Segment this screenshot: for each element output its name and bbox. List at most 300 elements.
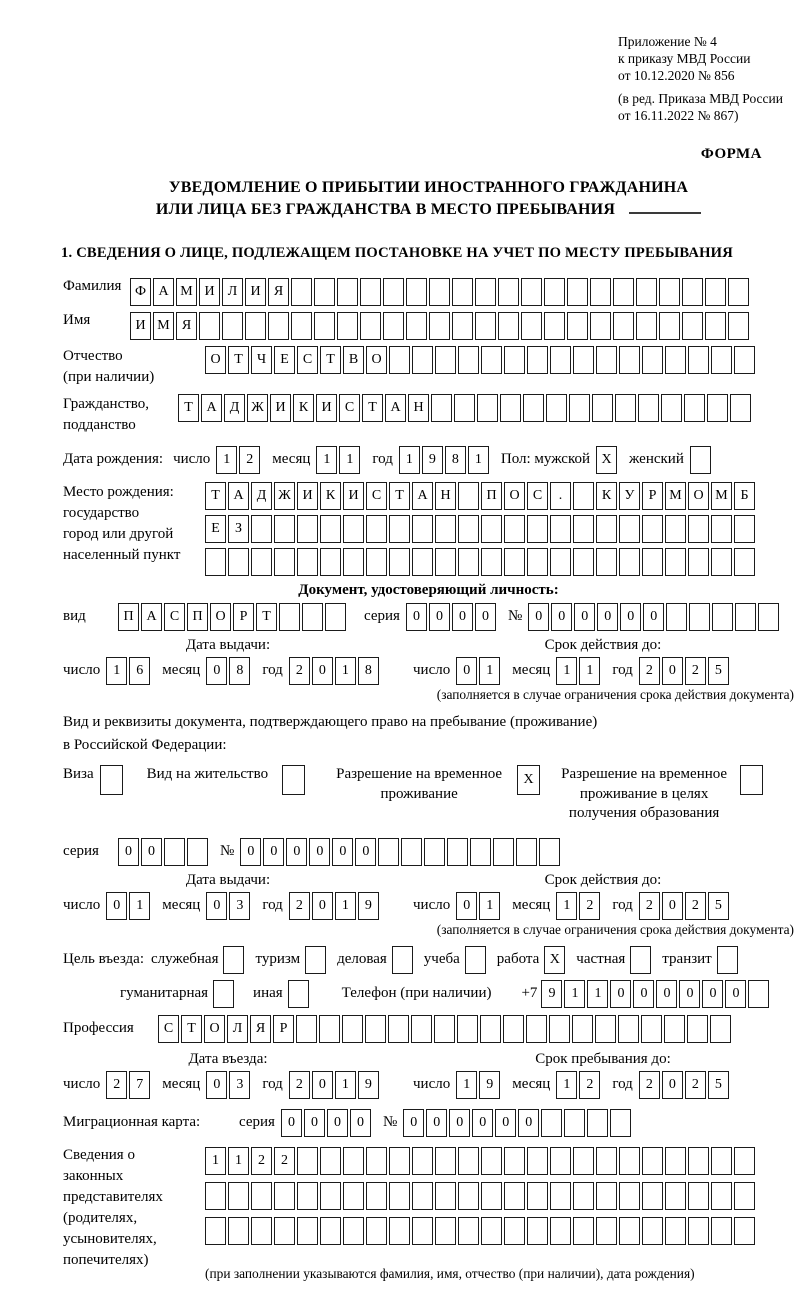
char-box[interactable]: 0 [429, 603, 450, 631]
char-box[interactable]: 2 [579, 892, 600, 920]
char-box[interactable]: 0 [327, 1109, 348, 1137]
char-box[interactable]: Р [642, 482, 663, 510]
char-box[interactable] [684, 394, 705, 422]
char-box[interactable] [665, 346, 686, 374]
char-box[interactable] [223, 946, 244, 974]
char-box[interactable] [717, 946, 738, 974]
purpose-study-checkbox[interactable] [465, 946, 488, 974]
char-box[interactable]: X [596, 446, 617, 474]
char-box[interactable] [274, 515, 295, 543]
char-box[interactable]: П [187, 603, 208, 631]
char-box[interactable] [526, 1015, 547, 1043]
char-box[interactable] [268, 312, 289, 340]
char-box[interactable]: И [316, 394, 337, 422]
char-box[interactable] [572, 1015, 593, 1043]
char-box[interactable] [590, 312, 611, 340]
char-box[interactable]: 0 [551, 603, 572, 631]
char-box[interactable]: Б [734, 482, 755, 510]
char-box[interactable] [544, 312, 565, 340]
char-box[interactable] [573, 548, 594, 576]
char-box[interactable] [470, 838, 491, 866]
char-box[interactable]: 0 [574, 603, 595, 631]
char-box[interactable] [481, 1217, 502, 1245]
char-box[interactable]: 1 [335, 892, 356, 920]
char-box[interactable] [274, 1182, 295, 1210]
char-box[interactable] [228, 1182, 249, 1210]
char-box[interactable]: 0 [610, 980, 631, 1008]
char-box[interactable]: 0 [679, 980, 700, 1008]
stay-day-input[interactable] [456, 1071, 502, 1099]
char-box[interactable] [222, 312, 243, 340]
char-box[interactable] [424, 838, 445, 866]
char-box[interactable]: 1 [316, 446, 337, 474]
char-box[interactable] [366, 1217, 387, 1245]
char-box[interactable] [435, 515, 456, 543]
char-box[interactable] [412, 346, 433, 374]
char-box[interactable]: 2 [289, 1071, 310, 1099]
char-box[interactable]: М [153, 312, 174, 340]
char-box[interactable] [297, 515, 318, 543]
char-box[interactable] [458, 515, 479, 543]
char-box[interactable]: О [366, 346, 387, 374]
char-box[interactable] [296, 1015, 317, 1043]
char-box[interactable] [251, 1217, 272, 1245]
char-box[interactable] [360, 312, 381, 340]
char-box[interactable] [619, 1182, 640, 1210]
entry-year-input[interactable] [289, 1071, 381, 1099]
char-box[interactable]: 0 [472, 1109, 493, 1137]
char-box[interactable] [688, 1182, 709, 1210]
char-box[interactable]: 1 [335, 657, 356, 685]
char-box[interactable]: 2 [239, 446, 260, 474]
char-box[interactable]: 2 [685, 892, 706, 920]
char-box[interactable]: М [711, 482, 732, 510]
char-box[interactable] [205, 1182, 226, 1210]
char-box[interactable]: 3 [229, 892, 250, 920]
char-box[interactable]: Т [320, 346, 341, 374]
char-box[interactable] [458, 1217, 479, 1245]
char-box[interactable] [642, 1182, 663, 1210]
char-box[interactable] [527, 1182, 548, 1210]
char-box[interactable] [383, 312, 404, 340]
char-box[interactable] [630, 946, 651, 974]
residence-expiry-day-input[interactable] [456, 892, 502, 920]
char-box[interactable] [619, 1147, 640, 1175]
char-box[interactable] [615, 394, 636, 422]
char-box[interactable]: 0 [286, 838, 307, 866]
char-box[interactable]: 0 [702, 980, 723, 1008]
char-box[interactable] [711, 346, 732, 374]
char-box[interactable] [596, 548, 617, 576]
char-box[interactable] [664, 1015, 685, 1043]
char-box[interactable]: Я [250, 1015, 271, 1043]
stay-year-input[interactable] [639, 1071, 731, 1099]
char-box[interactable] [688, 515, 709, 543]
char-box[interactable] [274, 548, 295, 576]
char-box[interactable] [710, 1015, 731, 1043]
char-box[interactable] [636, 312, 657, 340]
char-box[interactable] [690, 446, 711, 474]
char-box[interactable] [544, 278, 565, 306]
char-box[interactable] [458, 548, 479, 576]
char-box[interactable]: 2 [289, 657, 310, 685]
purpose-transit-checkbox[interactable] [717, 946, 740, 974]
char-box[interactable] [665, 1217, 686, 1245]
char-box[interactable]: 0 [304, 1109, 325, 1137]
char-box[interactable] [320, 1147, 341, 1175]
char-box[interactable] [504, 1147, 525, 1175]
char-box[interactable] [342, 1015, 363, 1043]
purpose-other-checkbox[interactable] [288, 980, 311, 1008]
char-box[interactable]: 0 [643, 603, 664, 631]
entry-day-input[interactable] [106, 1071, 152, 1099]
char-box[interactable]: 2 [639, 892, 660, 920]
char-box[interactable] [516, 838, 537, 866]
char-box[interactable] [343, 548, 364, 576]
char-box[interactable]: 1 [216, 446, 237, 474]
char-box[interactable]: Е [274, 346, 295, 374]
char-box[interactable] [550, 515, 571, 543]
char-box[interactable] [282, 765, 305, 795]
char-box[interactable] [527, 346, 548, 374]
char-box[interactable]: А [385, 394, 406, 422]
char-box[interactable] [504, 346, 525, 374]
char-box[interactable] [213, 980, 234, 1008]
purpose-business-checkbox[interactable] [392, 946, 415, 974]
char-box[interactable]: 8 [358, 657, 379, 685]
char-box[interactable] [711, 1217, 732, 1245]
char-box[interactable]: 0 [456, 657, 477, 685]
char-box[interactable] [642, 515, 663, 543]
char-box[interactable] [728, 312, 749, 340]
char-box[interactable]: 0 [312, 892, 333, 920]
char-box[interactable]: 0 [662, 892, 683, 920]
char-box[interactable] [337, 278, 358, 306]
char-box[interactable] [447, 838, 468, 866]
char-box[interactable]: Т [228, 346, 249, 374]
char-box[interactable] [388, 1015, 409, 1043]
char-box[interactable] [291, 278, 312, 306]
char-box[interactable]: З [228, 515, 249, 543]
residence-series-input[interactable] [118, 838, 210, 866]
char-box[interactable] [636, 278, 657, 306]
migration-series-input[interactable] [281, 1109, 373, 1137]
char-box[interactable] [527, 548, 548, 576]
char-box[interactable]: 1 [129, 892, 150, 920]
char-box[interactable] [550, 1147, 571, 1175]
char-box[interactable]: 0 [452, 603, 473, 631]
char-box[interactable] [401, 838, 422, 866]
migration-number-input[interactable] [403, 1109, 633, 1137]
char-box[interactable] [527, 1217, 548, 1245]
char-box[interactable]: 7 [129, 1071, 150, 1099]
char-box[interactable] [688, 1147, 709, 1175]
char-box[interactable] [477, 394, 498, 422]
char-box[interactable]: 0 [206, 1071, 227, 1099]
char-box[interactable] [481, 1182, 502, 1210]
char-box[interactable]: 0 [528, 603, 549, 631]
char-box[interactable] [475, 312, 496, 340]
char-box[interactable]: О [204, 1015, 225, 1043]
char-box[interactable] [596, 346, 617, 374]
char-box[interactable]: Т [205, 482, 226, 510]
char-box[interactable] [596, 1182, 617, 1210]
char-box[interactable] [504, 515, 525, 543]
char-box[interactable] [619, 548, 640, 576]
char-box[interactable] [642, 1217, 663, 1245]
char-box[interactable] [389, 1147, 410, 1175]
char-box[interactable] [366, 548, 387, 576]
char-box[interactable]: Ф [130, 278, 151, 306]
purpose-humanitarian-checkbox[interactable] [213, 980, 236, 1008]
purpose-private-checkbox[interactable] [630, 946, 653, 974]
char-box[interactable] [682, 278, 703, 306]
char-box[interactable]: Т [362, 394, 383, 422]
char-box[interactable] [734, 515, 755, 543]
char-box[interactable]: 0 [725, 980, 746, 1008]
char-box[interactable]: М [665, 482, 686, 510]
char-box[interactable] [711, 1182, 732, 1210]
firstname-input[interactable] [130, 312, 751, 340]
guardians-line3-input[interactable] [205, 1217, 757, 1245]
char-box[interactable]: В [343, 346, 364, 374]
char-box[interactable] [458, 1182, 479, 1210]
char-box[interactable]: С [158, 1015, 179, 1043]
char-box[interactable]: С [527, 482, 548, 510]
char-box[interactable] [389, 548, 410, 576]
char-box[interactable] [573, 515, 594, 543]
char-box[interactable]: 0 [141, 838, 162, 866]
char-box[interactable] [618, 1015, 639, 1043]
birthdate-year-input[interactable] [399, 446, 491, 474]
char-box[interactable] [567, 312, 588, 340]
char-box[interactable] [734, 1217, 755, 1245]
char-box[interactable] [366, 1147, 387, 1175]
char-box[interactable] [550, 548, 571, 576]
char-box[interactable] [406, 278, 427, 306]
char-box[interactable] [682, 312, 703, 340]
char-box[interactable]: 0 [355, 838, 376, 866]
char-box[interactable]: 0 [633, 980, 654, 1008]
char-box[interactable] [666, 603, 687, 631]
char-box[interactable]: 0 [449, 1109, 470, 1137]
char-box[interactable] [587, 1109, 608, 1137]
issue-month-input[interactable] [206, 657, 252, 685]
char-box[interactable]: 1 [468, 446, 489, 474]
char-box[interactable] [458, 1147, 479, 1175]
char-box[interactable] [642, 1147, 663, 1175]
char-box[interactable]: 2 [251, 1147, 272, 1175]
profession-input[interactable] [158, 1015, 733, 1043]
char-box[interactable]: 0 [597, 603, 618, 631]
char-box[interactable] [291, 312, 312, 340]
char-box[interactable] [412, 515, 433, 543]
char-box[interactable] [288, 980, 309, 1008]
residence-permit-checkbox[interactable] [282, 765, 307, 795]
char-box[interactable] [596, 1217, 617, 1245]
char-box[interactable]: П [118, 603, 139, 631]
char-box[interactable] [199, 312, 220, 340]
char-box[interactable] [610, 1109, 631, 1137]
char-box[interactable]: Т [389, 482, 410, 510]
char-box[interactable]: 1 [556, 892, 577, 920]
char-box[interactable]: Р [233, 603, 254, 631]
char-box[interactable]: 0 [456, 892, 477, 920]
char-box[interactable] [320, 1182, 341, 1210]
phone-input[interactable] [541, 980, 771, 1008]
char-box[interactable]: Т [181, 1015, 202, 1043]
char-box[interactable]: Е [205, 515, 226, 543]
char-box[interactable]: 1 [335, 1071, 356, 1099]
char-box[interactable] [251, 548, 272, 576]
char-box[interactable]: 0 [240, 838, 261, 866]
char-box[interactable] [320, 515, 341, 543]
char-box[interactable] [411, 1015, 432, 1043]
char-box[interactable] [740, 765, 763, 795]
char-box[interactable] [412, 548, 433, 576]
char-box[interactable] [659, 278, 680, 306]
char-box[interactable] [389, 346, 410, 374]
char-box[interactable] [319, 1015, 340, 1043]
char-box[interactable]: 9 [479, 1071, 500, 1099]
char-box[interactable] [590, 278, 611, 306]
char-box[interactable]: 0 [332, 838, 353, 866]
residence-issue-day-input[interactable] [106, 892, 152, 920]
char-box[interactable]: И [270, 394, 291, 422]
char-box[interactable]: 5 [708, 1071, 729, 1099]
char-box[interactable] [734, 548, 755, 576]
char-box[interactable] [539, 838, 560, 866]
char-box[interactable]: 0 [406, 603, 427, 631]
char-box[interactable] [665, 1182, 686, 1210]
char-box[interactable] [550, 1182, 571, 1210]
char-box[interactable] [707, 394, 728, 422]
char-box[interactable]: Л [227, 1015, 248, 1043]
char-box[interactable] [480, 1015, 501, 1043]
char-box[interactable]: 0 [518, 1109, 539, 1137]
char-box[interactable] [452, 312, 473, 340]
char-box[interactable] [389, 515, 410, 543]
char-box[interactable]: 0 [495, 1109, 516, 1137]
char-box[interactable]: X [544, 946, 565, 974]
char-box[interactable] [573, 482, 594, 510]
char-box[interactable]: 2 [289, 892, 310, 920]
char-box[interactable] [711, 515, 732, 543]
char-box[interactable] [595, 1015, 616, 1043]
char-box[interactable] [314, 278, 335, 306]
char-box[interactable] [527, 1147, 548, 1175]
char-box[interactable]: 6 [129, 657, 150, 685]
char-box[interactable]: О [210, 603, 231, 631]
char-box[interactable]: 0 [662, 1071, 683, 1099]
char-box[interactable]: Л [222, 278, 243, 306]
char-box[interactable] [642, 548, 663, 576]
char-box[interactable]: 0 [309, 838, 330, 866]
char-box[interactable] [619, 515, 640, 543]
char-box[interactable]: С [297, 346, 318, 374]
char-box[interactable]: И [343, 482, 364, 510]
char-box[interactable]: Ж [274, 482, 295, 510]
char-box[interactable]: 2 [639, 1071, 660, 1099]
char-box[interactable] [665, 548, 686, 576]
char-box[interactable] [564, 1109, 585, 1137]
char-box[interactable]: А [201, 394, 222, 422]
char-box[interactable]: 1 [564, 980, 585, 1008]
char-box[interactable]: М [176, 278, 197, 306]
char-box[interactable] [592, 394, 613, 422]
char-box[interactable]: Д [251, 482, 272, 510]
char-box[interactable] [758, 603, 779, 631]
char-box[interactable] [546, 394, 567, 422]
char-box[interactable]: 9 [358, 892, 379, 920]
char-box[interactable] [613, 278, 634, 306]
char-box[interactable] [434, 1015, 455, 1043]
char-box[interactable]: 2 [274, 1147, 295, 1175]
char-box[interactable] [314, 312, 335, 340]
char-box[interactable] [228, 1217, 249, 1245]
char-box[interactable]: 5 [708, 892, 729, 920]
char-box[interactable]: 1 [339, 446, 360, 474]
char-box[interactable] [343, 1182, 364, 1210]
char-box[interactable]: С [164, 603, 185, 631]
char-box[interactable]: А [153, 278, 174, 306]
char-box[interactable] [734, 346, 755, 374]
char-box[interactable]: 0 [312, 1071, 333, 1099]
char-box[interactable] [325, 603, 346, 631]
char-box[interactable] [573, 1147, 594, 1175]
char-box[interactable] [481, 1147, 502, 1175]
char-box[interactable] [435, 1182, 456, 1210]
residence-number-input[interactable] [240, 838, 562, 866]
char-box[interactable]: 2 [106, 1071, 127, 1099]
char-box[interactable] [549, 1015, 570, 1043]
char-box[interactable]: 9 [541, 980, 562, 1008]
char-box[interactable] [641, 1015, 662, 1043]
char-box[interactable] [521, 278, 542, 306]
char-box[interactable]: 1 [106, 657, 127, 685]
char-box[interactable]: 1 [456, 1071, 477, 1099]
purpose-tourism-checkbox[interactable] [305, 946, 328, 974]
char-box[interactable] [302, 603, 323, 631]
char-box[interactable]: 1 [556, 657, 577, 685]
doc-number-input[interactable] [528, 603, 781, 631]
char-box[interactable]: П [481, 482, 502, 510]
char-box[interactable] [454, 394, 475, 422]
char-box[interactable] [734, 1182, 755, 1210]
char-box[interactable]: 1 [579, 657, 600, 685]
char-box[interactable] [619, 1217, 640, 1245]
char-box[interactable]: Я [268, 278, 289, 306]
char-box[interactable]: 0 [106, 892, 127, 920]
char-box[interactable] [688, 548, 709, 576]
char-box[interactable] [504, 1217, 525, 1245]
char-box[interactable]: Т [256, 603, 277, 631]
char-box[interactable]: И [297, 482, 318, 510]
char-box[interactable] [465, 946, 486, 974]
char-box[interactable]: Я [176, 312, 197, 340]
char-box[interactable] [734, 1147, 755, 1175]
char-box[interactable]: О [504, 482, 525, 510]
char-box[interactable] [274, 1217, 295, 1245]
birthdate-month-input[interactable] [316, 446, 362, 474]
char-box[interactable] [378, 838, 399, 866]
entry-month-input[interactable] [206, 1071, 252, 1099]
char-box[interactable]: 1 [479, 892, 500, 920]
birthplace-line2-input[interactable] [205, 515, 757, 543]
patronymic-input[interactable] [205, 346, 757, 374]
char-box[interactable]: 3 [229, 1071, 250, 1099]
char-box[interactable] [205, 1217, 226, 1245]
